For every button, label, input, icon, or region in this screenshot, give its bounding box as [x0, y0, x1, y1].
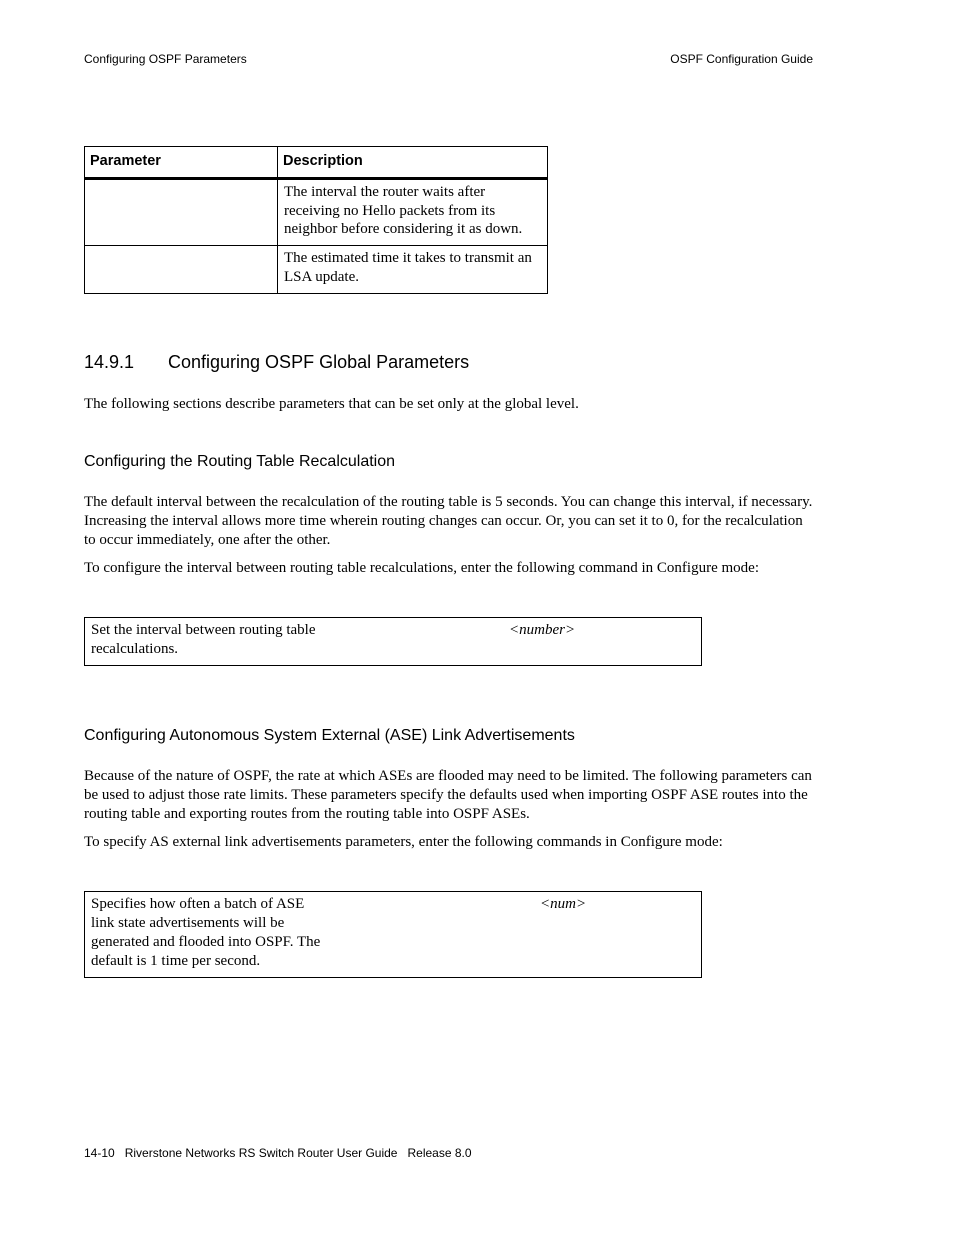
description-cell: The estimated time it takes to transmit an LSA update. — [278, 246, 548, 294]
command-description: Set the interval between routing table recalculations. — [91, 622, 316, 657]
column-header-description: Description — [278, 147, 548, 179]
page-number: 14-10 — [84, 1146, 115, 1160]
section-number: 14.9.1 — [84, 352, 135, 372]
book-title: Riverstone Networks RS Switch Router User Guide — [124, 1146, 398, 1160]
command-argument: <num> — [540, 896, 587, 912]
table-row — [85, 179, 548, 246]
ase-paragraph: Because of the nature of OSPF, the rate at which ASEs are flooded may need to be limited. The following parameters can be used to adjust those rate limits. These parameters specify the defaults used when importing OSPF ASE routes into the routing table and exporting routes from the routing table into OSPF ASEs. — [84, 768, 812, 822]
parameter-table — [84, 146, 548, 294]
parameter-cell — [85, 246, 278, 294]
release-label: Release 8.0 — [407, 1146, 472, 1160]
page-footer — [84, 1146, 472, 1160]
parameter-cell — [85, 179, 278, 246]
column-header-parameter: Parameter — [85, 147, 278, 179]
command-box-routing-recalc — [84, 617, 702, 666]
subsection-heading-routing-recalc: Configuring the Routing Table Recalculation — [84, 453, 396, 470]
routing-recalc-instruction: To configure the interval between routing table recalculations, enter the following command in Configure mode: — [84, 560, 759, 576]
command-argument: <number> — [509, 622, 576, 638]
command-box-ase — [84, 891, 702, 978]
table-header-row — [85, 147, 548, 179]
routing-recalc-paragraph: The default interval between the recalculation of the routing table is 5 seconds. You can change this interval, if necessary. Increasing the interval allows more time wherein routing changes can occur. Or, you can set it to 0, for the recalculation to occur immediately, one after the other. — [84, 494, 813, 548]
subsection-heading-ase: Configuring Autonomous System External (ASE) Link Advertisements — [84, 727, 575, 744]
section-heading — [84, 352, 469, 373]
running-header-right: OSPF Configuration Guide — [670, 52, 813, 66]
ase-instruction: To specify AS external link advertisements parameters, enter the following commands in Configure mode: — [84, 834, 723, 850]
running-header-left: Configuring OSPF Parameters — [84, 52, 247, 66]
section-intro: The following sections describe parameters that can be set only at the global level. — [84, 396, 579, 412]
description-cell: The interval the router waits after receiving no Hello packets from its neighbor before considering it as down. — [278, 179, 548, 246]
section-title: Configuring OSPF Global Parameters — [168, 352, 470, 372]
table-row — [85, 246, 548, 294]
command-description: Specifies how often a batch of ASE link state advertisements will be generated and flooded into OSPF. The default is 1 time per second. — [91, 896, 321, 969]
